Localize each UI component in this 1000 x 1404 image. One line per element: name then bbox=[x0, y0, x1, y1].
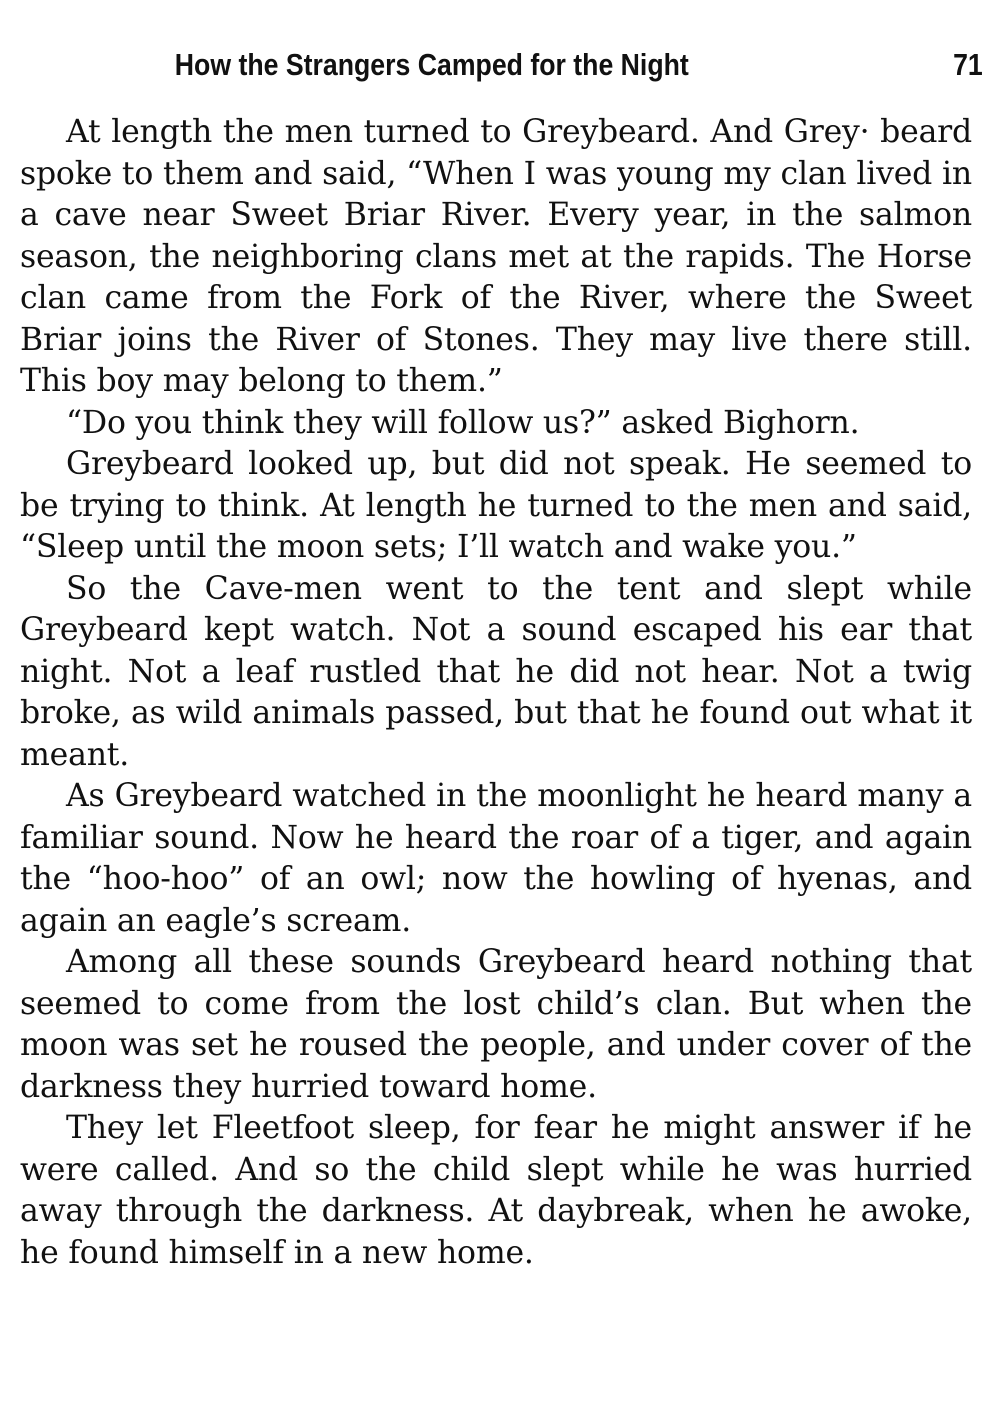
paragraph: At length the men turned to Greybeard. And Grey· beard spoke to them and said, “When I was young my clan lived in a cave near Sweet Briar River. Every year, in the salmon season, the neighboring clans met at the rapids. The Horse clan came from the Fork of the River, where the Sweet Briar joins the River of Stones. They may live there still. This boy may belong to them.” bbox=[20, 114, 972, 399]
paragraph: They let Fleetfoot sleep, for fear he might answer if he were called. And so the child slept while he was hurried away through the darkness. At daybreak, when he awoke, he found himself in a new home. bbox=[20, 1110, 972, 1271]
body-text bbox=[20, 112, 972, 1274]
chapter-title: How the Strangers Camped for the Night bbox=[174, 47, 689, 82]
paragraph: “Do you think they will follow us?” asked Bighorn. bbox=[66, 404, 860, 441]
book-page bbox=[20, 0, 983, 1404]
paragraph: Greybeard looked up, but did not speak. He seemed to be trying to think. At length he turned to the men and said, “Sleep until the moon sets; I’ll watch and wake you.” bbox=[20, 446, 972, 565]
paragraph: As Greybeard watched in the moonlight he heard many a familiar sound. Now he heard the roar of a tiger, and again the “hoo-hoo” of an owl; now the howling of hyenas, and again an eagle’s scream. bbox=[20, 778, 972, 939]
paragraph: So the Cave-men went to the tent and slept while Greybeard kept watch. Not a sound escaped his ear that night. Not a leaf rustled that he did not hear. Not a twig broke, as wild animals passed, but that he found out what it meant. bbox=[20, 570, 972, 773]
paragraph: Among all these sounds Greybeard heard nothing that seemed to come from the lost child’s clan. But when the moon was set he roused the people, and under cover of the darkness they hurried toward home. bbox=[20, 944, 972, 1105]
running-head bbox=[20, 40, 983, 90]
page-number: 71 bbox=[953, 47, 983, 82]
